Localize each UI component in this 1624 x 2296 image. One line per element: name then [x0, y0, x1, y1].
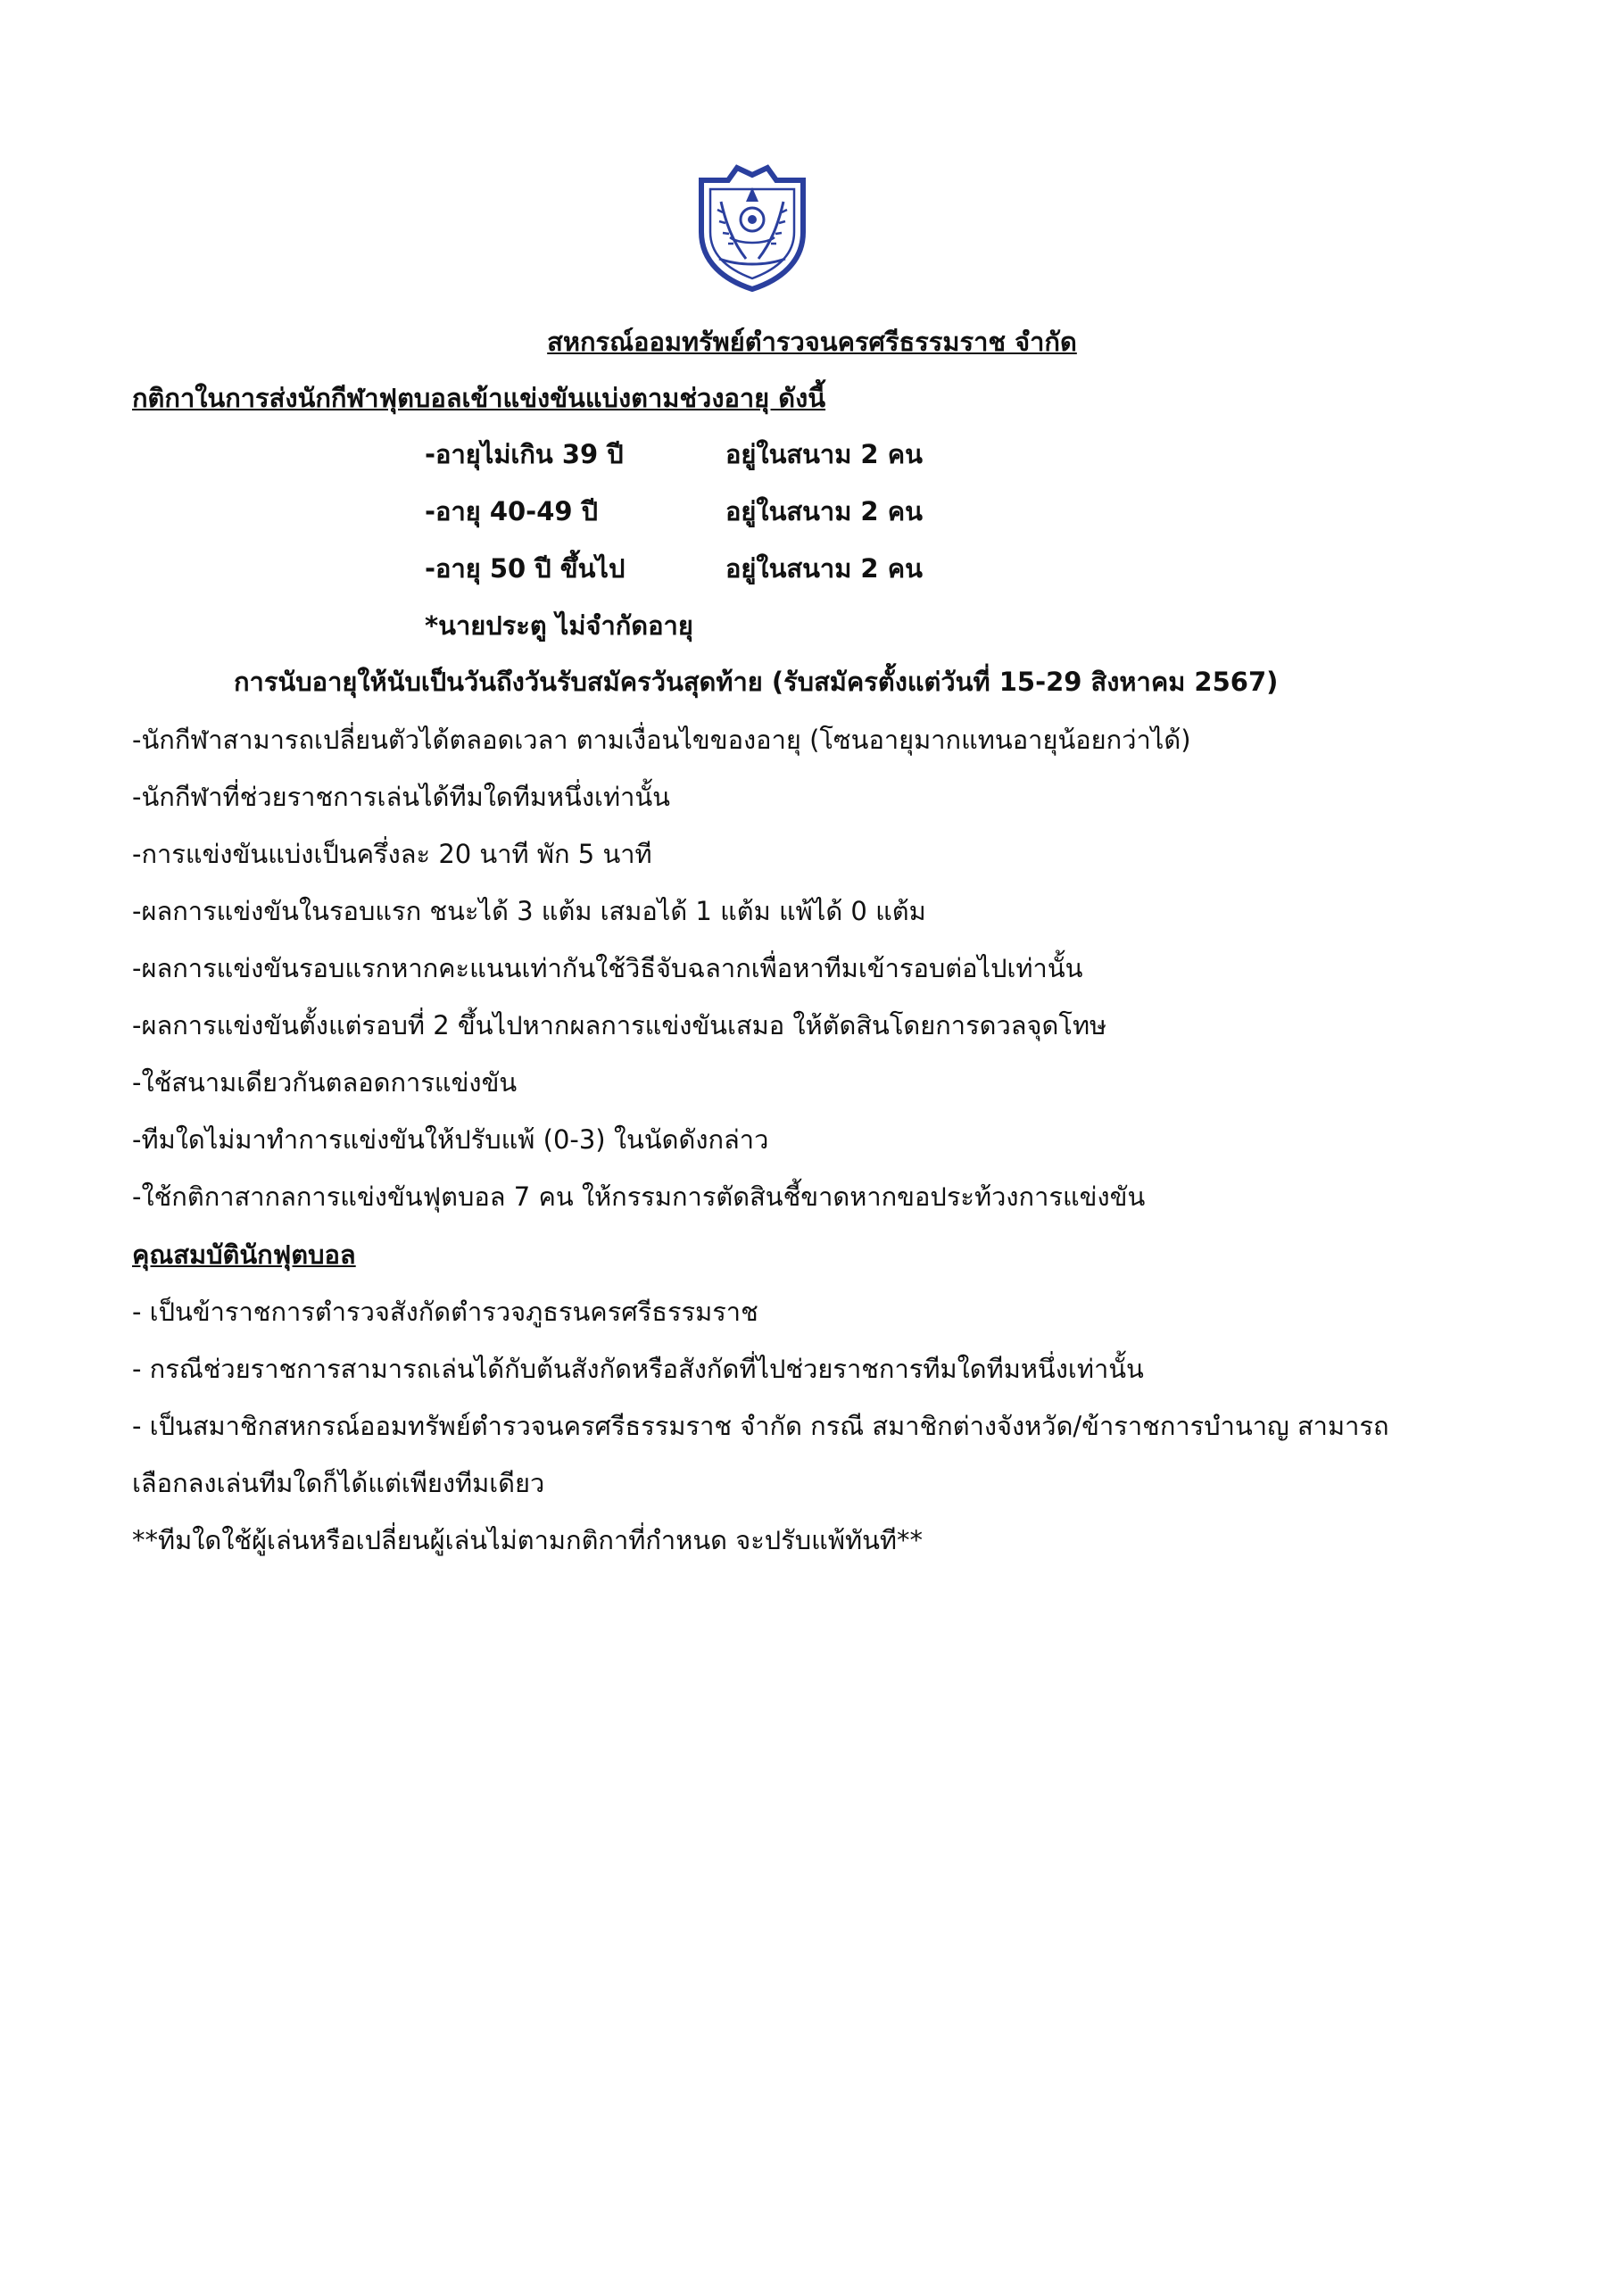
rule-item: -ผลการแข่งขันรอบแรกหากคะแนนเท่ากันใช้วิธีจับฉลากเพื่อหาทีมเข้ารอบต่อไปเท่านั้น — [132, 953, 1083, 983]
rule-item: -นักกีฬาที่ช่วยราชการเล่นได้ทีมใดทีมหนึ่งเท่านั้น — [132, 782, 670, 812]
age-group-row — [425, 550, 923, 587]
players-on-field: อยู่ในสนาม 2 คน — [725, 553, 923, 584]
document-title: สหกรณ์ออมทรัพย์ตำรวจนครศรีธรรมราช จำกัด — [547, 327, 1077, 357]
rule-item: -ใช้สนามเดียวกันตลอดการแข่งขัน — [132, 1067, 518, 1098]
age-range: -อายุ 50 ปี ขึ้นไป — [425, 553, 626, 584]
qualification-item: - เป็นสมาชิกสหกรณ์ออมทรัพย์ตำรวจนครศรีธรรมราช จำกัด กรณี สมาชิกต่างจังหวัด/ข้าราชการบำนาญ สามารถ — [132, 1411, 1389, 1441]
rules-heading: กติกาในการส่งนักกีฬาฟุตบอลเข้าแข่งขันแบ่งตามช่วงอายุ ดังนี้ — [132, 383, 826, 413]
penalty-warning: **ทีมใดใช้ผู้เล่นหรือเปลี่ยนผู้เล่นไม่ตามกติกาที่กำหนด จะปรับแพ้ทันที** — [132, 1525, 924, 1555]
age-range: -อายุไม่เกิน 39 ปี — [425, 439, 624, 469]
rule-item: -การแข่งขันแบ่งเป็นครึ่งละ 20 นาที พัก 5 นาที — [132, 839, 652, 869]
qualification-item: - กรณีช่วยราชการสามารถเล่นได้กับต้นสังกัดหรือสังกัดที่ไปช่วยราชการทีมใดทีมหนึ่งเท่านั้น — [132, 1354, 1144, 1384]
goalkeeper-note: *นายประตู ไม่จำกัดอายุ — [425, 610, 693, 641]
qualification-item-continued: เลือกลงเล่นทีมใดก็ได้แต่เพียงทีมเดียว — [132, 1468, 545, 1498]
rule-item: -ใช้กติกาสากลการแข่งขันฟุตบอล 7 คน ให้กรรมการตัดสินชี้ขาดหากขอประท้วงการแข่งขัน — [132, 1181, 1146, 1212]
cooperative-emblem-icon — [694, 162, 810, 293]
age-count-rule: การนับอายุให้นับเป็นวันถึงวันรับสมัครวันสุดท้าย (รับสมัครตั้งแต่วันที่ 15-29 สิงหาคม 2567) — [234, 667, 1279, 697]
rule-item: -ผลการแข่งขันตั้งแต่รอบที่ 2 ขึ้นไปหากผลการแข่งขันเสมอ ให้ตัดสินโดยการดวลจุดโทษ — [132, 1010, 1107, 1040]
age-group-row — [425, 493, 923, 530]
rule-item: -ทีมใดไม่มาทำการแข่งขันให้ปรับแพ้ (0-3) ในนัดดังกล่าว — [132, 1124, 769, 1155]
qualifications-heading: คุณสมบัตินักฟุตบอล — [132, 1239, 356, 1270]
age-range: -อายุ 40-49 ปี — [425, 496, 599, 526]
rule-item: -ผลการแข่งขันในรอบแรก ชนะได้ 3 แต้ม เสมอได้ 1 แต้ม แพ้ได้ 0 แต้ม — [132, 896, 926, 926]
qualification-item: - เป็นข้าราชการตำรวจสังกัดตำรวจภูธรนครศรีธรรมราช — [132, 1297, 758, 1327]
players-on-field: อยู่ในสนาม 2 คน — [725, 496, 923, 526]
rule-item: -นักกีฬาสามารถเปลี่ยนตัวได้ตลอดเวลา ตามเงื่อนไขของอายุ (โซนอายุมากแทนอายุน้อยกว่าได้) — [132, 725, 1191, 755]
age-group-row — [425, 435, 923, 473]
players-on-field: อยู่ในสนาม 2 คน — [725, 439, 923, 469]
